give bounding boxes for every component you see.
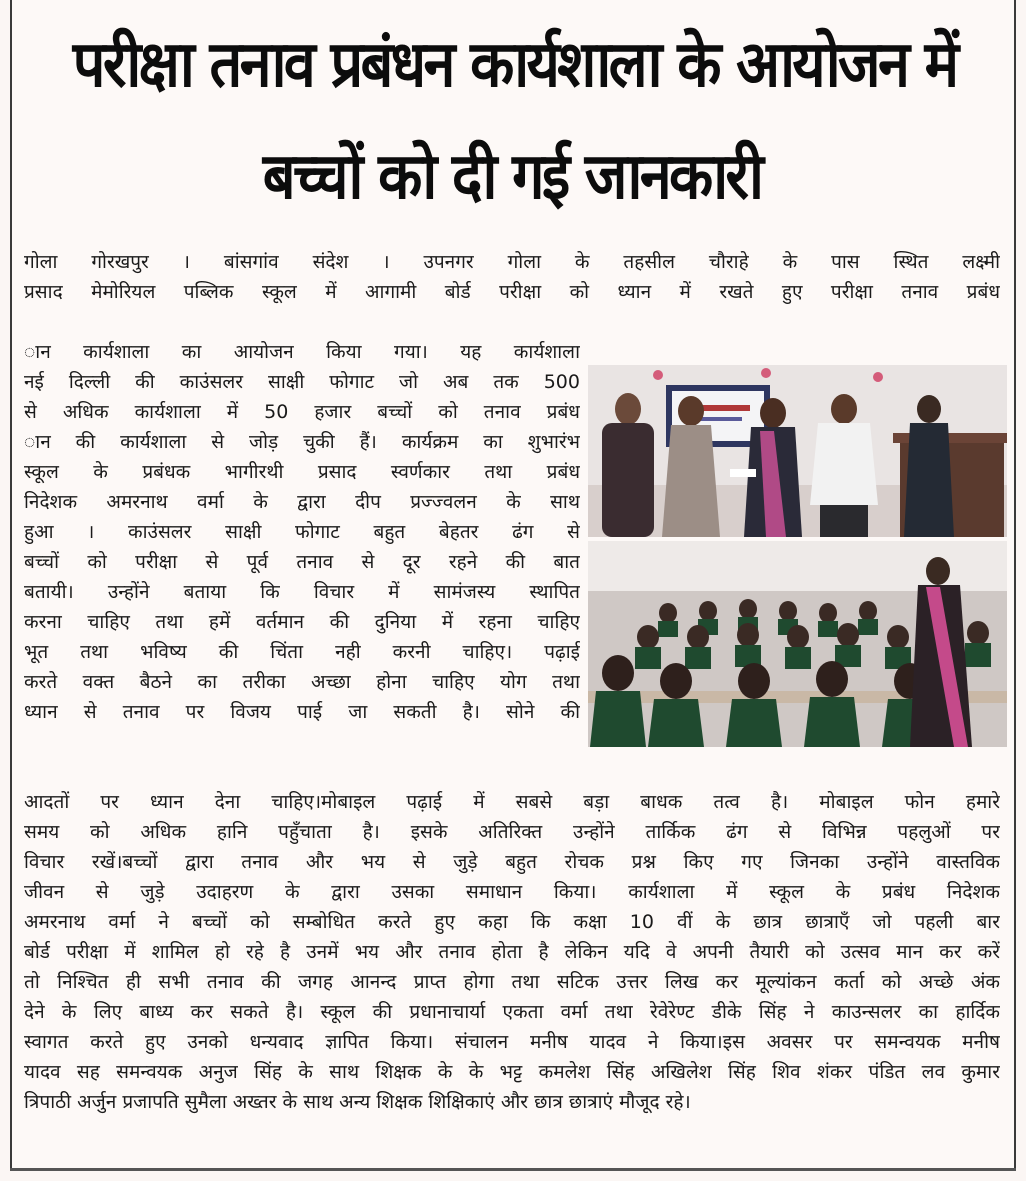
article-line: स्वागत करते हुए उनको धन्यवाद ज्ञापित किया। संचालन मनीष यादव ने किया।इस अवसर पर समन्वयक मनीष xyxy=(24,1031,1000,1053)
article-line: ान कार्यशाला का आयोजन किया गया। यह कार्यशाला xyxy=(24,341,580,363)
photo-welcome-ceremony xyxy=(588,365,1007,537)
article-line: यादव सह समन्वयक अनुज सिंह के साथ शिक्षक के के भट्ट कमलेश सिंह अखिलेश सिंह शिव शंकर पंडित लव कुमार xyxy=(24,1061,1000,1083)
article-line: करना चाहिए तथा हमें वर्तमान की दुनिया में रहना चाहिए xyxy=(24,611,580,633)
article-column-text xyxy=(24,337,580,727)
article-line: जीवन से जुड़े उदाहरण के द्वारा उसका समाधान किया। कार्यशाला में स्कूल के प्रबंध निदेशक xyxy=(24,881,1000,903)
article-line: प्रसाद मेमोरियल पब्लिक स्कूल में आगामी बोर्ड परीक्षा को ध्यान में रखते हुए परीक्षा तनाव प्रबंध xyxy=(24,281,1000,303)
article-line: बतायी। उन्होंने बताया कि विचार में सामंजस्य स्थापित xyxy=(24,581,580,603)
article-line: त्रिपाठी अर्जुन प्रजापति सुमैला अख्तर के साथ अन्य शिक्षक शिक्षिकाएं और छात्र छात्राएं मौजूद रहे। xyxy=(24,1091,691,1113)
article-line: बोर्ड परीक्षा में शामिल हो रहे है उनमें भय और तनाव होता है लेकिन यदि वे अपनी तैयारी को उत्सव मान कर करें xyxy=(24,941,1000,963)
article-line: करते वक्त बैठने का तरीका अच्छा होना चाहिए योग तथा xyxy=(24,671,580,693)
article-continuation-paragraph xyxy=(24,787,1000,1117)
headline-line-2: बच्चों को दी गई जानकारी xyxy=(262,140,762,214)
article-line: गोला गोरखपुर । बांसगांव संदेश । उपनगर गोला के तहसील चौराहे के पास स्थित लक्ष्मी xyxy=(24,251,1000,273)
headline-line-1: परीक्षा तनाव प्रबंधन कार्यशाला के आयोजन में xyxy=(72,28,957,102)
article-line: आदतों पर ध्यान देना चाहिए।मोबाइल पढ़ाई में सबसे बड़ा बाधक तत्व है। मोबाइल फोन हमारे xyxy=(24,791,1000,813)
article-line: नई दिल्ली की काउंसलर साक्षी फोगाट जो अब तक 500 xyxy=(24,371,580,393)
article-line: समय को अधिक हानि पहुँचाता है। इसके अतिरिक्त उन्होंने तार्किक ढंग से विभिन्न पहलुओं पर xyxy=(24,821,1000,843)
article-line: अमरनाथ वर्मा ने बच्चों को सम्बोधित करते हुए कहा कि कक्षा 10 वीं के छात्र छात्राएँ जो पहली बार xyxy=(24,911,1000,933)
article-line: ध्यान से तनाव पर विजय पाई जा सकती है। सोने की xyxy=(24,701,580,723)
article-line: ान की कार्यशाला से जोड़ चुकी हैं। कार्यक्रम का शुभारंभ xyxy=(24,431,580,453)
photo-students-audience xyxy=(588,541,1007,747)
article-line: निदेशक अमरनाथ वर्मा के द्वारा दीप प्रज्ज्वलन के साथ xyxy=(24,491,580,513)
article-intro-paragraph xyxy=(24,247,1000,307)
article-line: तो निश्चित ही सभी तनाव की जगह आनन्द प्राप्त होगा तथा सटिक उत्तर लिख कर मूल्यांकन कर्ता को अच्छे अंक xyxy=(24,971,1000,993)
article-line: से अधिक कार्यशाला में 50 हजार बच्चों को तनाव प्रबंध xyxy=(24,401,580,423)
article-line: बच्चों को परीक्षा से पूर्व तनाव से दूर रहने की बात xyxy=(24,551,580,573)
article-line: विचार रखें।बच्चों द्वारा तनाव और भय से जुड़े बहुत रोचक प्रश्न किए गए जिनका उन्होंने वास्तविक xyxy=(24,851,1000,873)
clipped-previous-text xyxy=(22,0,1004,6)
article-line: स्कूल के प्रबंधक भागीरथी प्रसाद स्वर्णकार तथा प्रबंध xyxy=(24,461,580,483)
article-line: हुआ । काउंसलर साक्षी फोगाट बहुत बेहतर ढंग से xyxy=(24,521,580,543)
bottom-rule xyxy=(10,1168,1016,1171)
article-line: भूत तथा भविष्य की चिंता नही करनी चाहिए। पढ़ाई xyxy=(24,641,580,663)
article-line: देने के लिए बाध्य कर सकते है। स्कूल की प्रधानाचार्या एकता वर्मा तथा रेवेरेण्ट डीके सिंह ने काउन्सलर का हार्दिक xyxy=(24,1001,1000,1023)
